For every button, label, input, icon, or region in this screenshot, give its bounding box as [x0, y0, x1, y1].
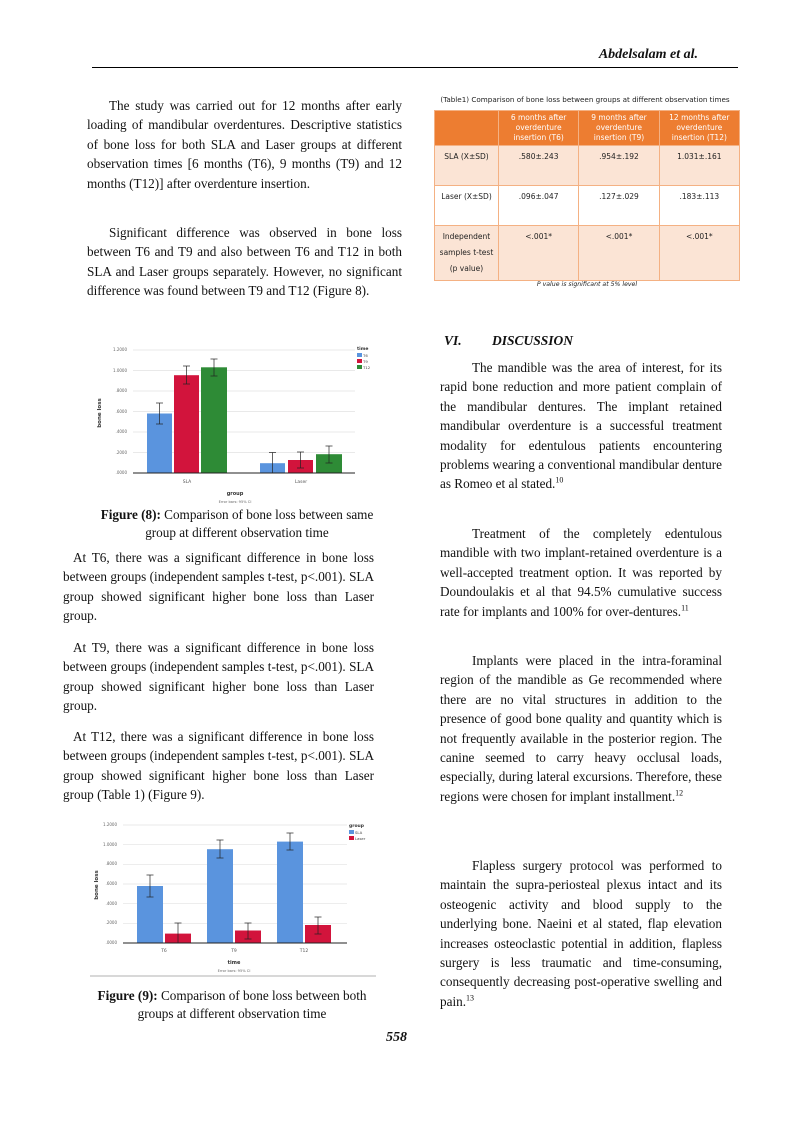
table-row	[435, 146, 740, 186]
table-header-row	[435, 111, 740, 146]
table-cell: 1.031±.161	[659, 146, 739, 186]
svg-text:.4000: .4000	[105, 901, 117, 906]
svg-text:.8000: .8000	[115, 388, 127, 393]
table-1	[434, 110, 740, 281]
svg-text:T9: T9	[363, 359, 368, 364]
svg-text:bone loss: bone loss	[97, 398, 103, 428]
svg-text:.0000: .0000	[115, 470, 127, 475]
svg-text:Laser: Laser	[294, 480, 308, 485]
paragraph-study-description: The study was carried out for 12 months after early loading of mandibular overdentures. Descriptive statistics of bone loss for both SLA and Laser groups at different observation times [6 months (T6), 9 months (T9) and 12 months (T12)] after overdenture insertion.	[87, 98, 402, 191]
table-cell: <.001*	[579, 226, 659, 281]
svg-text:.8000: .8000	[105, 861, 117, 866]
table-1-caption: (Table1) Comparison of bone loss between groups at different observation times	[440, 95, 730, 104]
paragraph-t6-result: At T6, there was a significant difference in bone loss between groups (independent samples t-test, p<.001). SLA group showed significant higher bone loss than Laser group.	[63, 550, 374, 624]
svg-text:.2000: .2000	[105, 920, 117, 925]
paragraph-discussion-4: Flapless surgery protocol was performed to maintain the supra-periosteal plexus intact and its osteogenic activity and blood supply to the underlying bone. Naeini et al stated, flap elevation increases osteoclastic potential in addition, flapless surgery is less traumatic and time-consuming, consequently decreasing post-operative swelling and pain.$^{13}$	[440, 858, 722, 1009]
svg-text:T12: T12	[363, 365, 371, 370]
svg-text:T12: T12	[299, 949, 309, 954]
row-label: SLA (X±SD)	[435, 146, 499, 186]
paragraph-significant-difference: Significant difference was observed in bone loss between T6 and T9 and also between T6 and T12 in both SLA and Laser groups separately. However, no significant difference was found between T9 and T12 (Figure 8).	[87, 225, 402, 299]
figure-8-chart	[85, 335, 385, 505]
table-header-cell: 12 months after overdenture insertion (T12)	[659, 111, 739, 146]
paragraph-discussion-2: Treatment of the completely edentulous mandible with two implant-retained overdenture is a well-accepted treatment option. It was reported by Doundoulakis et al that 94.5% cumulative success rate for implants and 100% for over-dentures.$^{11}$	[440, 526, 722, 619]
svg-text:time: time	[227, 960, 241, 966]
svg-text:1.0000: 1.0000	[103, 842, 117, 847]
table-row	[435, 186, 740, 226]
svg-text:Laser: Laser	[355, 836, 366, 841]
table-header-cell: 6 months after overdenture insertion (T6)	[498, 111, 578, 146]
svg-text:group: group	[226, 491, 244, 497]
table-cell: .096±.047	[498, 186, 578, 226]
table-header-cell: 9 months after overdenture insertion (T9)	[579, 111, 659, 146]
table-1-note: P value is significant at 5% level	[536, 281, 638, 288]
svg-text:Error bars: 95% CI: Error bars: 95% CI	[218, 500, 252, 504]
svg-text:SLA: SLA	[355, 830, 363, 835]
table-cell: <.001*	[659, 226, 739, 281]
table-header-cell	[435, 111, 499, 146]
table-cell: <.001*	[498, 226, 578, 281]
svg-text:group: group	[349, 824, 364, 829]
svg-text:1.0000: 1.0000	[113, 368, 127, 373]
paragraph-discussion-3: Implants were placed in the intra-foraminal region of the mandible as Ge recommended where there are no vital structures in addition to the presence of good bone quality and quantity which is not frequently available in the posterior region. The canine seemed to carry heavy occlusal loads, especially, during lateral excursions. Therefore, these regions were chosen for implant installment.$^{12}$	[440, 653, 722, 804]
figure-8-caption: Figure (8): Comparison of bone loss between same group at different observation time	[100, 507, 374, 540]
svg-text:.6000: .6000	[115, 409, 127, 414]
svg-text:.6000: .6000	[105, 881, 117, 886]
svg-text:.2000: .2000	[115, 450, 127, 455]
svg-text:T6: T6	[161, 949, 167, 954]
table-cell: .954±.192	[579, 146, 659, 186]
row-label: Independent samples t-test (p value)	[435, 226, 499, 281]
page-number: 558	[386, 1030, 407, 1045]
paragraph-discussion-1: The mandible was the area of interest, for its rapid bone reduction and more patient complain of the mandibular dentures. The implant retained mandibular overdenture is a successful treatment modality for edentulous patients encountering problems wearing a conventional mandibular denture as Romeo et al stated.$^{10}$	[440, 360, 722, 492]
svg-text:time: time	[357, 347, 369, 352]
running-header-author: Abdelsalam et al.	[598, 47, 698, 62]
svg-text:Error bars: 95% CI: Error bars: 95% CI	[217, 969, 251, 973]
svg-text:1.2000: 1.2000	[103, 822, 117, 827]
section-title: DISCUSSION	[492, 333, 574, 348]
svg-text:SLA: SLA	[182, 480, 192, 485]
svg-text:bone loss: bone loss	[94, 870, 100, 900]
table-row	[435, 226, 740, 281]
svg-text:.0000: .0000	[105, 940, 117, 945]
figure-9-caption: Figure (9): Comparison of bone loss between both groups at different observation time	[97, 988, 367, 1021]
paragraph-t12-result: At T12, there was a significant difference in bone loss between groups (independent samples t-test, p<.001). SLA group showed significant higher bone loss than Laser group (Table 1) (Figure 9).	[63, 729, 374, 803]
table-cell: .183±.113	[659, 186, 739, 226]
header-rule	[92, 67, 738, 68]
figure-9-chart	[85, 815, 385, 980]
svg-text:T9: T9	[231, 949, 237, 954]
svg-text:.4000: .4000	[115, 429, 127, 434]
paragraph-t9-result: At T9, there was a significant difference in bone loss between groups (independent samples t-test, p<.001). SLA group showed significant higher bone loss than Laser group.	[63, 640, 374, 714]
table-cell: .127±.029	[579, 186, 659, 226]
svg-text:1.2000: 1.2000	[113, 347, 127, 352]
table-cell: .580±.243	[498, 146, 578, 186]
svg-text:T6: T6	[363, 353, 368, 358]
row-label: Laser (X±SD)	[435, 186, 499, 226]
section-number: VI.	[444, 333, 462, 348]
